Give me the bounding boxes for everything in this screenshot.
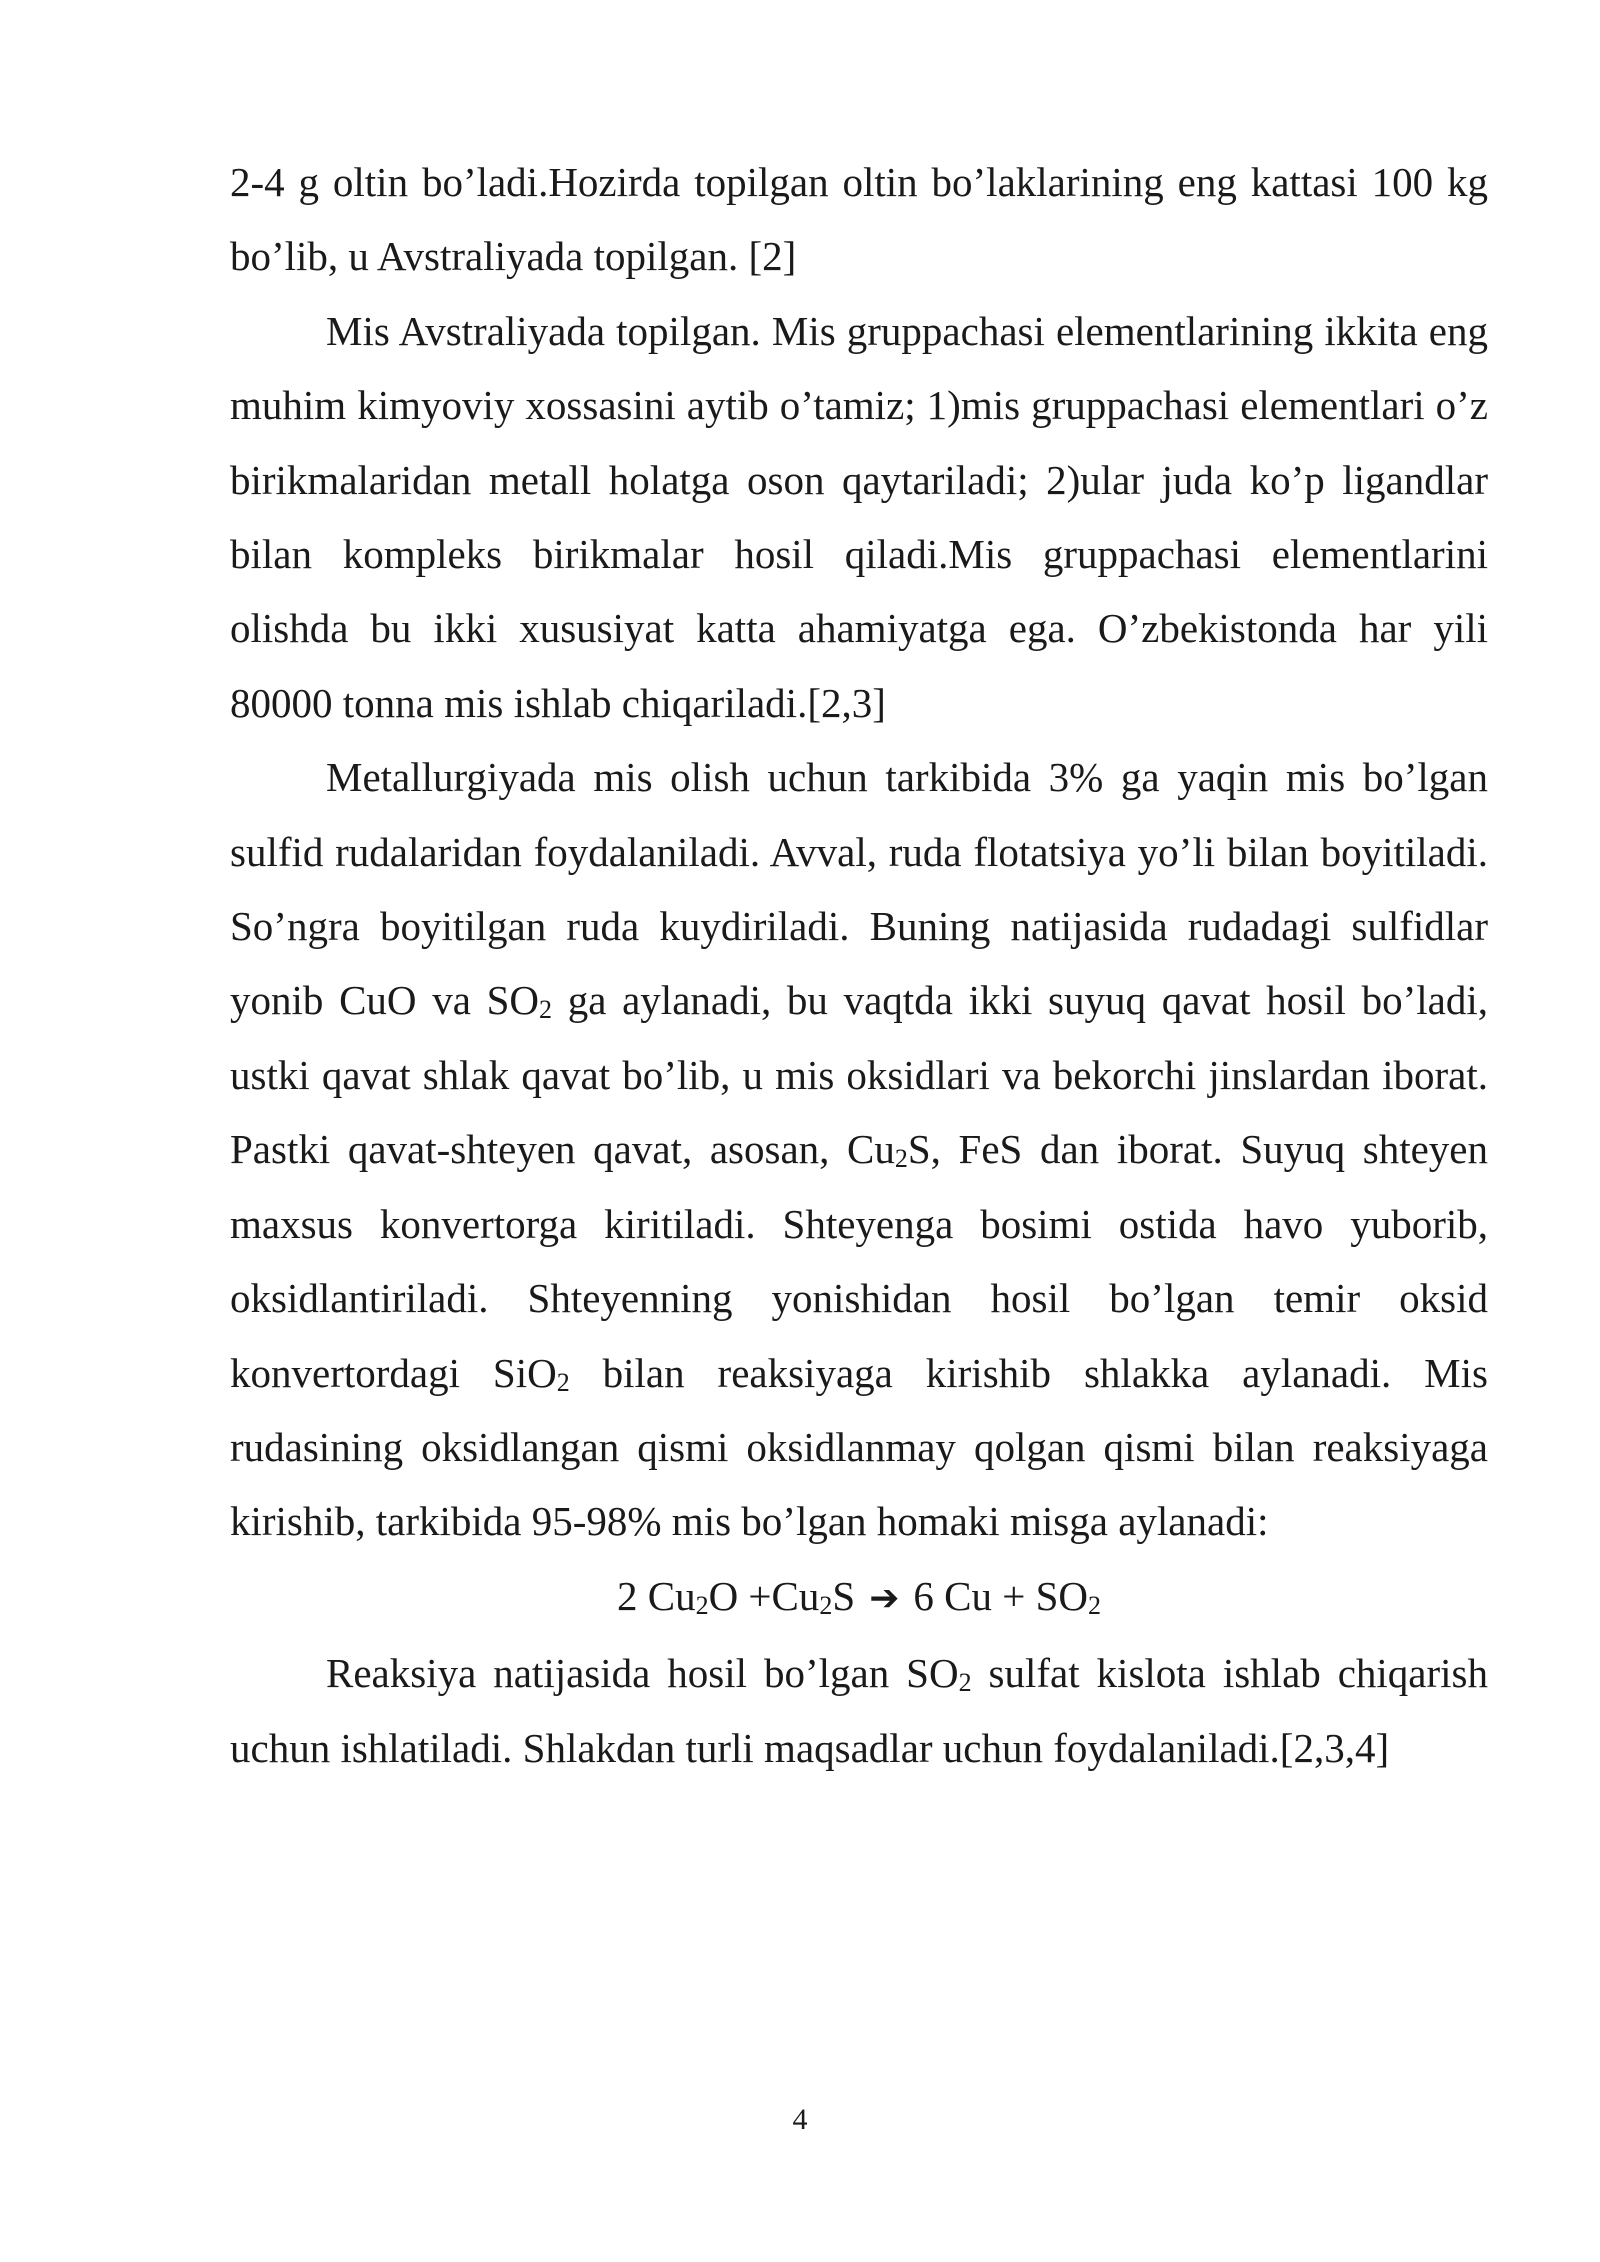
- subscript-digit: 2: [819, 1590, 833, 1620]
- chemical-equation: [230, 1559, 1488, 1636]
- paragraph-copper-subgroup: [230, 294, 1488, 740]
- text-run: sulfat kislota ishlab chiqarish uchun ishlatiladi. Shlakdan turli maqsadlar uchun foydalaniladi.[2,3,4]: [230, 1650, 1488, 1771]
- text-run: 6 Cu + SO: [913, 1572, 1089, 1619]
- subscript-digit: 2: [539, 995, 553, 1025]
- subscript-digit: 2: [556, 1367, 570, 1397]
- text-run: S, FeS dan iborat. Suyuq shteyen maxsus konvertorga kiritiladi. Shteyenga bosimi ostida havo yuborib, oksidlantiriladi. Shteyenning yonishidan hosil bo’lgan temir oksid konvertordagi SiO: [230, 1126, 1488, 1396]
- equation-left-side: [617, 1573, 855, 1619]
- document-page: [230, 145, 1488, 1785]
- text-run: bilan reaksiyaga kirishib shlakka aylanadi. Mis rudasining oksidlangan qismi oksidlanmay qolgan qismi bilan reaksiyaga kirishib, tarkibida 95-98% mis bo’lgan homaki misga aylanadi:: [230, 1349, 1488, 1545]
- text-run: O +Cu: [708, 1572, 820, 1619]
- subscript-digit: 2: [1088, 1590, 1102, 1620]
- text-run: ga aylanadi, bu vaqtda ikki suyuq qavat hosil bo’ladi, ustki qavat shlak qavat bo’lib, u mis oksidlari va bekorchi jinslardan iborat. Pastki qavat-shteyen qavat, asosan, Cu: [230, 977, 1488, 1173]
- subscript-digit: 2: [894, 1144, 908, 1174]
- text-run: 2-4 g oltin bo’ladi.Hozirda topilgan oltin bo’laklarining eng kattasi 100 kg bo’lib, u Avstraliyada topilgan. [2]: [230, 159, 1488, 280]
- subscript-digit: 2: [958, 1668, 972, 1698]
- text-run: Mis Avstraliyada topilgan. Mis gruppachasi elementlarining ikkita eng muhim kimyoviy xossasini aytib o’tamiz; 1)mis gruppachasi elementlari o’z birikmalaridan metall holatga oson qaytariladi; 2)ular juda ko’p ligandlar bilan kompleks birikmalar hosil qiladi.Mis gruppachasi elementlarini olishda bu ikki xususiyat katta ahamiyatga ega. O’zbekistonda har yili 80000 tonna mis ishlab chiqariladi.[2,3]: [230, 307, 1488, 726]
- paragraph-gold-nuggets: [230, 145, 1488, 294]
- reaction-arrow-icon: ➔: [869, 1577, 900, 1619]
- paragraph-reaction-products: [230, 1636, 1488, 1785]
- text-run: Metallurgiyada mis olish uchun tarkibida 3% ga yaqin mis bo’lgan sulfid rudalaridan foydalaniladi. Avval, ruda flotatsiya yo’li bilan boyitiladi. So’ngra boyitilgan ruda kuydiriladi. Buning natijasida rudadagi sulfidlar yonib CuO va SO: [230, 754, 1488, 1024]
- equation-right-side: [913, 1573, 1101, 1619]
- paragraph-copper-metallurgy: [230, 740, 1488, 1558]
- text-run: Reaksiya natijasida hosil bo’lgan SO: [326, 1650, 959, 1697]
- subscript-digit: 2: [695, 1590, 709, 1620]
- page-number: 4: [792, 2103, 808, 2136]
- text-run: 2 Cu: [616, 1572, 696, 1619]
- text-run: S: [832, 1572, 856, 1619]
